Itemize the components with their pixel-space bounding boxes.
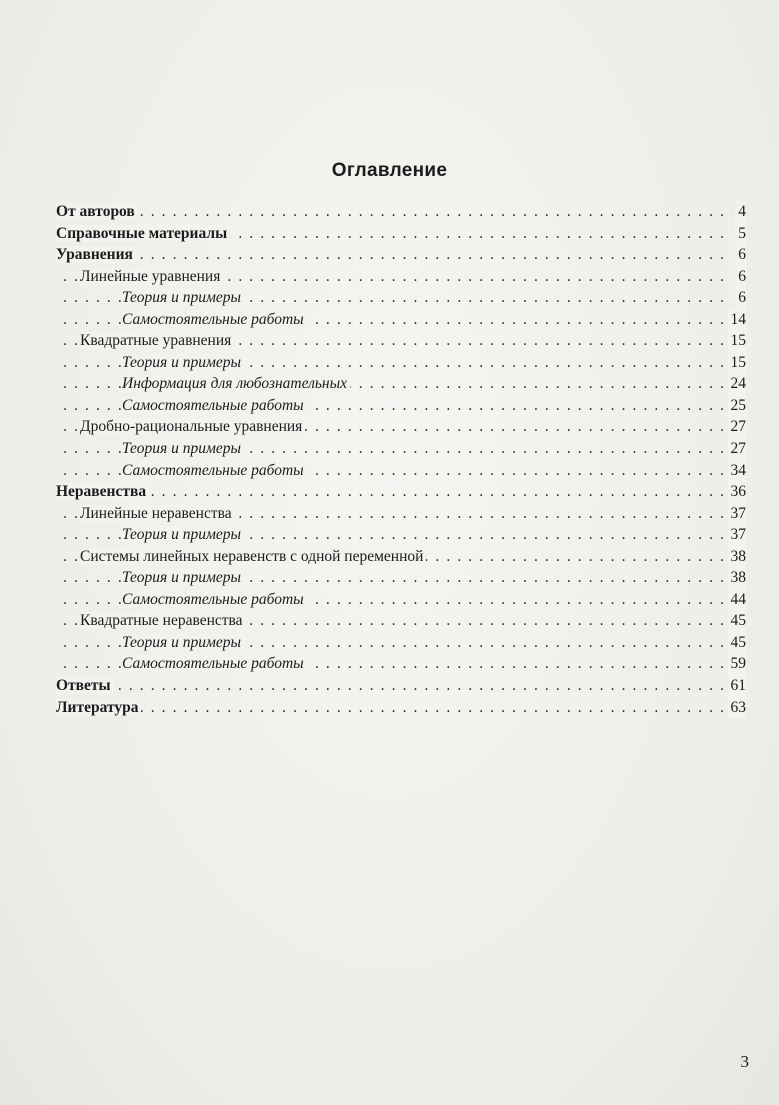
toc-entry-label: Теория и примеры xyxy=(122,354,244,371)
toc-entry xyxy=(56,244,746,266)
toc-entry xyxy=(56,632,746,654)
dot-leader xyxy=(56,697,724,719)
toc-entry xyxy=(56,524,746,546)
toc-entry-page: 24 xyxy=(728,373,747,395)
toc-entry xyxy=(56,481,746,503)
toc-entry-page: 38 xyxy=(728,567,747,589)
toc-entry-label: Ответы xyxy=(56,677,114,694)
table-of-contents xyxy=(56,201,746,718)
toc-entry-page: 38 xyxy=(728,546,747,568)
toc-entry-label: Самостоятельные работы xyxy=(122,462,307,479)
toc-entry xyxy=(56,438,746,460)
toc-entry xyxy=(56,610,746,632)
toc-entry xyxy=(56,697,746,719)
toc-entry-label: Самостоятельные работы xyxy=(122,591,307,608)
toc-entry-label: Литература xyxy=(56,699,141,716)
toc-entry-label: Уравнения xyxy=(56,246,136,263)
toc-entry-label: Самостоятельные работы xyxy=(122,311,307,328)
toc-entry xyxy=(56,395,746,417)
toc-entry-page: 27 xyxy=(728,438,747,460)
toc-entry-label: Теория и примеры xyxy=(122,569,244,586)
toc-entry-page: 34 xyxy=(728,460,747,482)
toc-entry xyxy=(56,503,746,525)
page-title: Оглавление xyxy=(331,160,448,181)
dot-leader xyxy=(56,675,724,697)
toc-entry-label: Самостоятельные работы xyxy=(122,655,307,672)
dot-leader xyxy=(56,201,724,223)
toc-entry-label: Линейные неравенства xyxy=(80,505,235,522)
toc-entry xyxy=(56,352,746,374)
page-number: 3 xyxy=(740,1052,749,1071)
toc-entry-label: Системы линейных неравенств с одной переменной xyxy=(80,548,426,565)
toc-entry-label: Неравенства xyxy=(56,483,149,500)
toc-entry-label: Квадратные уравнения xyxy=(80,332,234,349)
toc-entry xyxy=(56,287,746,309)
toc-entry xyxy=(56,460,746,482)
toc-entry-page: 36 xyxy=(728,481,747,503)
toc-entry-page: 61 xyxy=(728,675,747,697)
toc-entry xyxy=(56,201,746,223)
toc-entry-label: Информация для любознательных xyxy=(122,375,350,392)
toc-entry xyxy=(56,567,746,589)
dot-leader xyxy=(56,244,724,266)
toc-entry-page: 45 xyxy=(728,632,747,654)
toc-entry xyxy=(56,546,746,568)
toc-entry-page: 37 xyxy=(728,503,747,525)
dot-leader xyxy=(56,481,724,503)
toc-entry-page: 15 xyxy=(728,352,747,374)
toc-entry-page: 15 xyxy=(728,330,747,352)
toc-entry-label: Теория и примеры xyxy=(122,634,244,651)
toc-entry-page: 14 xyxy=(728,309,747,331)
toc-entry-label: Линейные уравнения xyxy=(80,268,223,285)
toc-entry-page: 6 xyxy=(735,266,746,288)
toc-entry-page: 63 xyxy=(728,697,747,719)
toc-entry xyxy=(56,330,746,352)
toc-entry xyxy=(56,373,746,395)
toc-entry xyxy=(56,589,746,611)
toc-entry-page: 6 xyxy=(735,287,746,309)
toc-entry-label: Самостоятельные работы xyxy=(122,397,307,414)
toc-entry-page: 45 xyxy=(728,610,747,632)
toc-entry-label: Теория и примеры xyxy=(122,526,244,543)
toc-entry-page: 59 xyxy=(728,653,747,675)
toc-entry-label: От авторов xyxy=(56,203,138,220)
toc-entry-page: 5 xyxy=(735,223,746,245)
toc-entry xyxy=(56,223,746,245)
toc-entry xyxy=(56,416,746,438)
toc-entry-page: 37 xyxy=(728,524,747,546)
toc-entry-label: Квадратные неравенства xyxy=(80,612,246,629)
toc-entry-label: Справочные материалы xyxy=(56,225,230,242)
toc-entry-page: 4 xyxy=(735,201,746,223)
toc-entry-label: Дробно-рациональные уравнения xyxy=(80,418,305,435)
toc-entry xyxy=(56,653,746,675)
toc-entry-page: 44 xyxy=(728,589,747,611)
toc-entry xyxy=(56,266,746,288)
toc-entry-label: Теория и примеры xyxy=(122,440,244,457)
toc-entry-page: 27 xyxy=(728,416,747,438)
toc-entry-page: 25 xyxy=(728,395,747,417)
toc-entry xyxy=(56,309,746,331)
toc-entry-page: 6 xyxy=(735,244,746,266)
toc-entry xyxy=(56,675,746,697)
toc-entry-label: Теория и примеры xyxy=(122,289,244,306)
